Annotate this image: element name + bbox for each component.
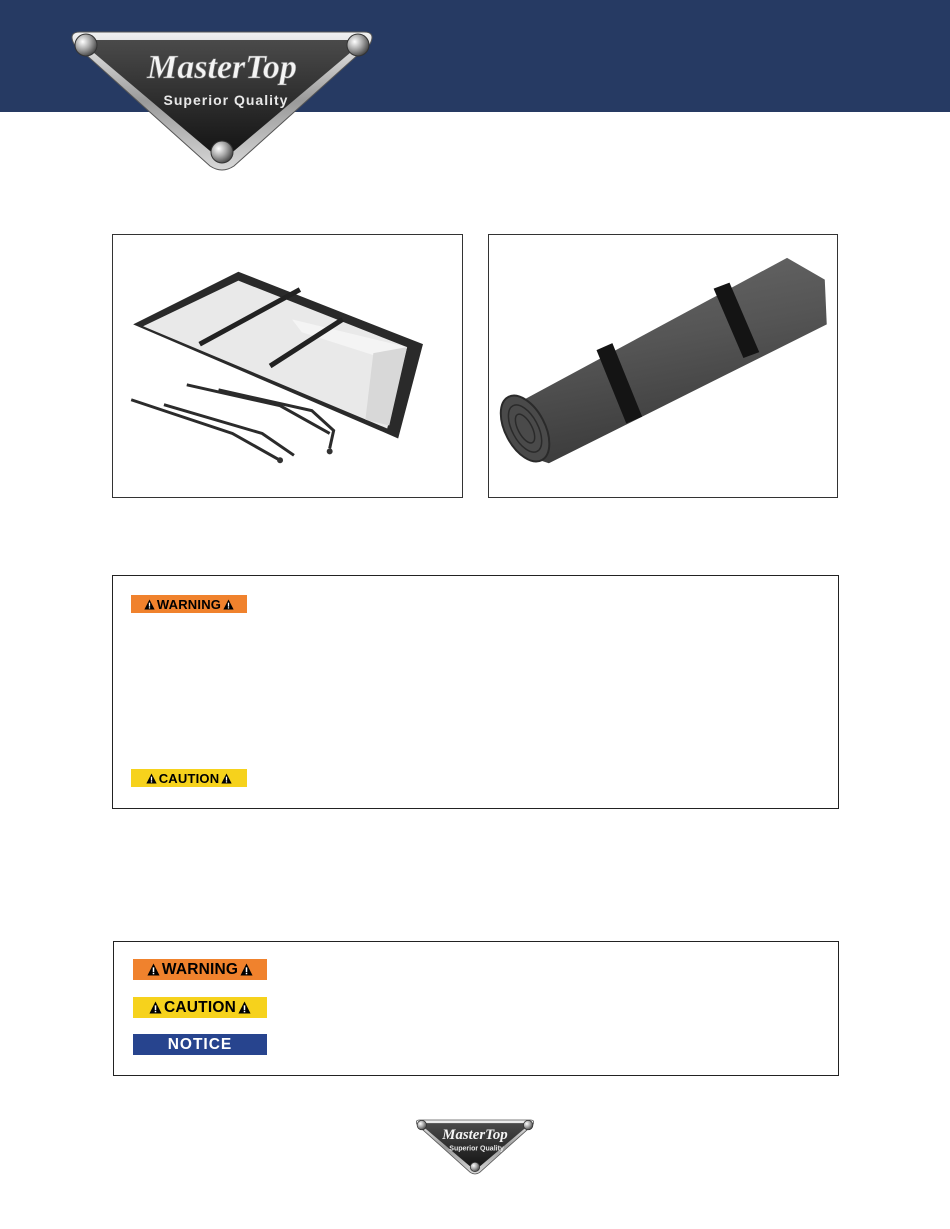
footer-mastertop-logo	[414, 1118, 536, 1176]
product-photo-icon	[489, 235, 837, 497]
logo-tagline-text: Superior Quality	[163, 92, 289, 108]
legend-notice-text: NOTICE	[167, 1035, 233, 1053]
warning-triangle-icon	[240, 963, 253, 976]
caution-label	[131, 769, 247, 787]
footer-logo-brand-text: MasterTop	[442, 1126, 508, 1143]
legend-warning-text: WARNING	[161, 960, 239, 978]
warning-triangle-icon	[221, 773, 232, 784]
warning-triangle-icon	[144, 599, 155, 610]
mastertop-logo-badge-icon	[414, 1118, 536, 1176]
warning-label-text: WARNING	[156, 596, 222, 612]
warning-triangle-icon	[146, 773, 157, 784]
warning-box	[112, 575, 839, 809]
warning-triangle-icon	[238, 1001, 251, 1014]
safety-legend-box	[113, 941, 839, 1076]
photo-rolled-cover	[488, 234, 838, 498]
mastertop-logo	[66, 28, 378, 174]
legend-notice-label	[133, 1034, 267, 1055]
warning-triangle-icon	[149, 1001, 162, 1014]
legend-caution-text: CAUTION	[163, 998, 236, 1016]
product-photo-icon	[113, 235, 462, 497]
warning-triangle-icon	[223, 599, 234, 610]
mastertop-logo-badge-icon	[66, 28, 378, 174]
warning-triangle-icon	[147, 963, 160, 976]
logo-brand-text: MasterTop	[147, 49, 297, 86]
footer-logo-tagline-text: Superior Quality	[449, 1145, 504, 1153]
photo-unrolled-cover	[112, 234, 463, 498]
legend-warning-label	[133, 959, 267, 980]
warning-label	[131, 595, 247, 613]
caution-label-text: CAUTION	[158, 770, 220, 786]
legend-caution-label	[133, 997, 267, 1018]
